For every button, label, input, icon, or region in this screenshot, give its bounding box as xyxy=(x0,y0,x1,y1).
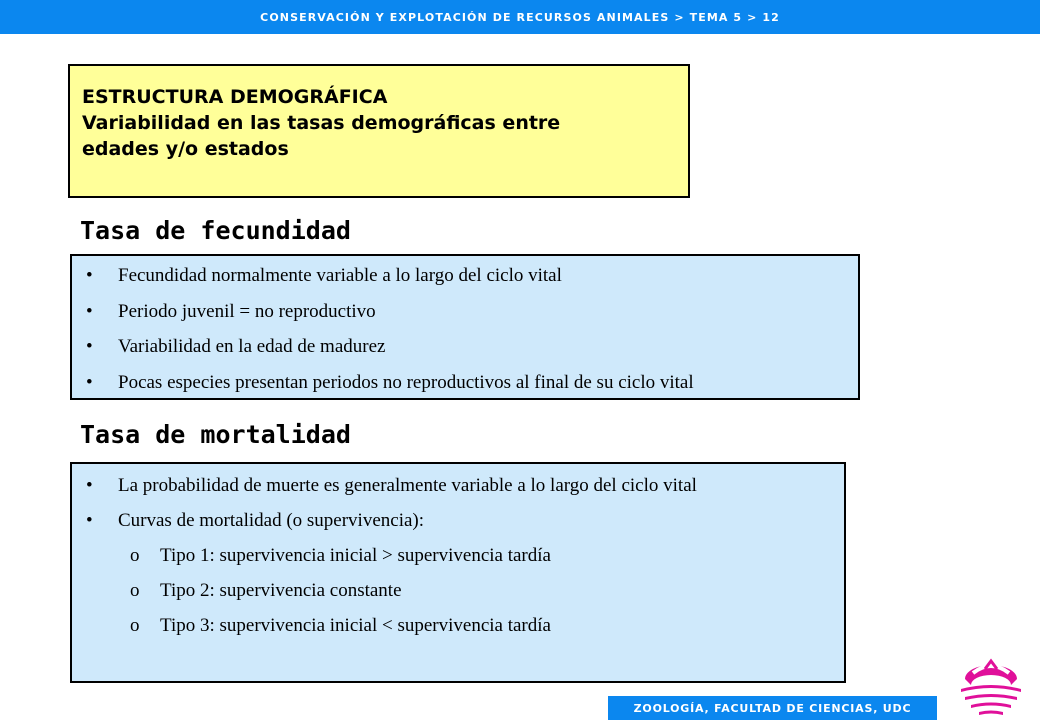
list-item: • La probabilidad de muerte es generalmente variable a lo largo del ciclo vital xyxy=(72,473,844,499)
sub-bullet-icon: o xyxy=(130,580,140,601)
bullet-icon: • xyxy=(86,336,93,357)
heading-fecundidad: Tasa de fecundidad xyxy=(80,216,351,245)
heading-mortalidad: Tasa de mortalidad xyxy=(80,420,351,449)
footer-bar xyxy=(608,696,937,720)
bullet-icon: • xyxy=(86,300,93,322)
top-breadcrumb-bar xyxy=(0,0,1040,34)
bullet-icon: • xyxy=(86,510,93,531)
section-title-box xyxy=(68,64,690,198)
bullet-icon: • xyxy=(86,475,93,496)
sub-bullet-icon: o xyxy=(130,615,140,636)
university-logo xyxy=(955,655,1027,717)
sub-list-item: o Tipo 2: supervivencia constante xyxy=(72,578,844,604)
bullet-icon: • xyxy=(86,371,93,393)
bullet-icon: • xyxy=(86,265,93,286)
list-item: • Pocas especies presentan periodos no reproductivos al final de su ciclo vital xyxy=(86,371,694,393)
footer-text: ZOOLOGÍA, FACULTAD DE CIENCIAS, UDC xyxy=(633,701,912,715)
breadcrumb: CONSERVACIÓN Y EXPLOTACIÓN DE RECURSOS ANIMALES > TEMA 5 > 12 xyxy=(260,10,780,24)
list-item: • Periodo juvenil = no reproductivo xyxy=(86,300,376,322)
list-item: • Curvas de mortalidad (o supervivencia): xyxy=(72,508,844,534)
sub-list-item: o Tipo 1: supervivencia inicial > supervivencia tardía xyxy=(72,543,844,569)
title-line-2: Variabilidad en las tasas demográficas entre xyxy=(82,112,561,134)
title-line-1: ESTRUCTURA DEMOGRÁFICA xyxy=(82,86,388,108)
title-line-3: edades y/o estados xyxy=(82,138,289,160)
university-logo-icon xyxy=(955,655,1027,717)
mortalidad-panel xyxy=(70,462,846,683)
sub-list-item: o Tipo 3: supervivencia inicial < supervivencia tardía xyxy=(72,613,844,639)
fecundidad-panel xyxy=(70,254,860,400)
sub-bullet-icon: o xyxy=(130,545,140,566)
list-item: • Variabilidad en la edad de madurez xyxy=(86,336,386,357)
list-item: • Fecundidad normalmente variable a lo largo del ciclo vital xyxy=(86,265,562,286)
